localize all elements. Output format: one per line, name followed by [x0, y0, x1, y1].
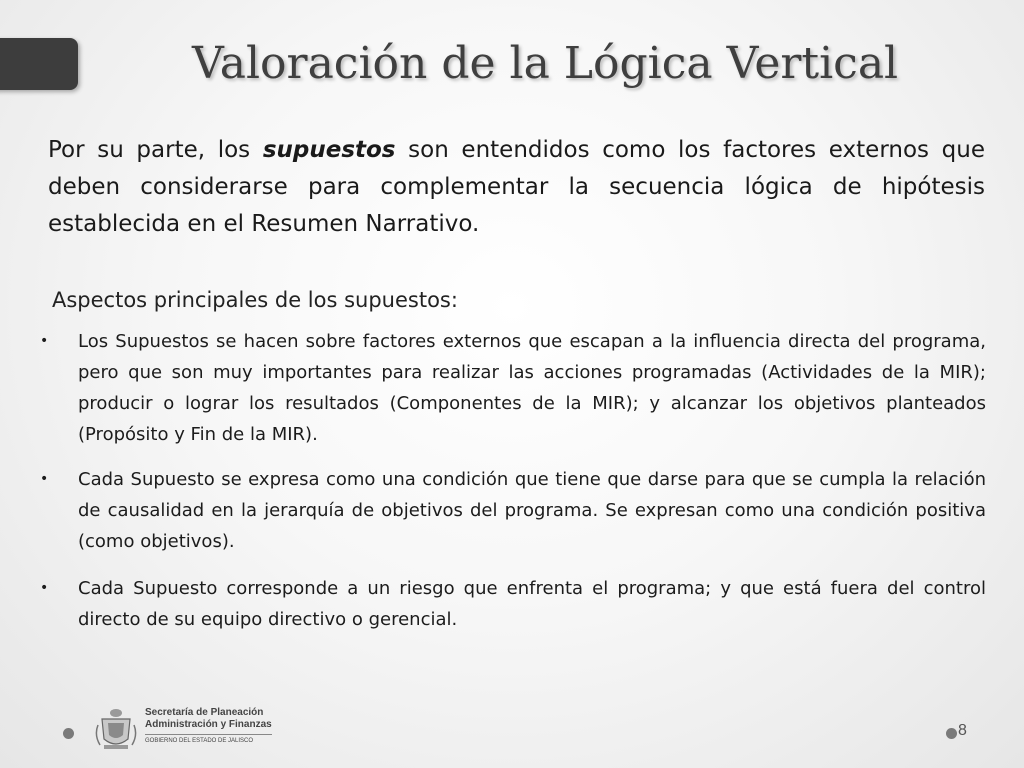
- bullet-icon: •: [40, 580, 49, 596]
- logo-line-3: GOBIERNO DEL ESTADO DE JALISCO: [145, 734, 272, 746]
- list-item: [40, 326, 986, 450]
- logo-line-2: Administración y Finanzas: [145, 719, 272, 730]
- bullet-text: Cada Supuesto corresponde a un riesgo que enfrenta el programa; y que está fuera del control directo de su equipo directivo o gerencial.: [78, 578, 986, 630]
- footer-logo: [92, 705, 272, 753]
- bullet-icon: •: [40, 333, 49, 349]
- page-number: 8: [958, 722, 967, 739]
- footer-right-dot: [946, 728, 957, 739]
- intro-paragraph: [48, 132, 985, 243]
- bullet-text: Los Supuestos se hacen sobre factores externos que escapan a la influencia directa del programa, pero que son muy importantes para realizar las acciones programadas (Actividades de la MIR); producir o lograr los resultados (Componentes de la MIR); y alcanzar los objetivos planteados (Propósito y Fin de la MIR).: [78, 331, 986, 445]
- intro-emphasis: supuestos: [262, 137, 396, 163]
- bullet-icon: •: [40, 471, 49, 487]
- intro-text-before: Por su parte, los: [48, 137, 263, 163]
- footer-left-dot: [63, 728, 74, 739]
- bullet-list: [40, 326, 986, 635]
- logo-line-1: Secretaría de Planeación: [145, 707, 264, 718]
- list-item: [40, 464, 986, 557]
- logo-text: [145, 707, 272, 746]
- aspects-heading: Aspectos principales de los supuestos:: [52, 288, 458, 312]
- intro-text-after: son entendidos como los factores externos que deben considerarse para complementar la secuencia lógica de hipótesis establecida en el Resumen Narrativo.: [48, 137, 985, 237]
- jalisco-coat-of-arms-icon: [92, 705, 140, 753]
- slide-title: Valoración de la Lógica Vertical: [192, 38, 899, 89]
- title-accent-bar: [0, 38, 78, 90]
- bullet-text: Cada Supuesto se expresa como una condición que tiene que darse para que se cumpla la relación de causalidad en la jerarquía de objetivos del programa. Se expresan como una condición positiva (como objetivos).: [78, 469, 986, 552]
- list-item: [40, 573, 986, 635]
